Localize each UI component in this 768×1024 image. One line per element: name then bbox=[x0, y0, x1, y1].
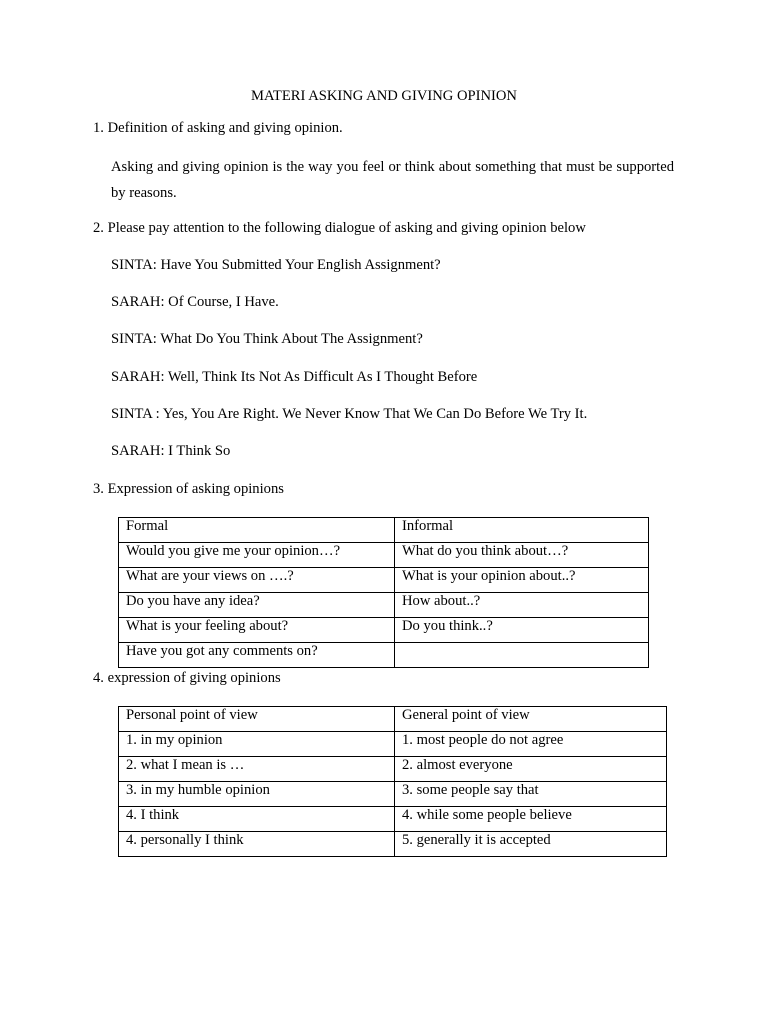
table-cell: 1. in my opinion bbox=[119, 732, 395, 757]
table-cell: What is your opinion about..? bbox=[395, 568, 649, 593]
table-cell: 1. most people do not agree bbox=[395, 732, 667, 757]
asking-opinions-table bbox=[118, 517, 649, 668]
table-row bbox=[119, 832, 667, 857]
dialogue-line: SINTA: Have You Submitted Your English Assignment? bbox=[111, 257, 441, 273]
table-cell: 2. what I mean is … bbox=[119, 757, 395, 782]
table-header-cell: Personal point of view bbox=[119, 707, 395, 732]
table-cell: Do you have any idea? bbox=[119, 593, 395, 618]
table-cell: 4. personally I think bbox=[119, 832, 395, 857]
section-2-heading: 2. Please pay attention to the following dialogue of asking and giving opinion below bbox=[93, 220, 586, 236]
table-row bbox=[119, 732, 667, 757]
table-row bbox=[119, 757, 667, 782]
table-header-cell: General point of view bbox=[395, 707, 667, 732]
table-cell: What do you think about…? bbox=[395, 543, 649, 568]
dialogue-line: SARAH: Well, Think Its Not As Difficult As I Thought Before bbox=[111, 369, 478, 385]
dialogue-line: SARAH: I Think So bbox=[111, 443, 231, 459]
table-cell: 3. in my humble opinion bbox=[119, 782, 395, 807]
dialogue-line: SINTA : Yes, You Are Right. We Never Know That We Can Do Before We Try It. bbox=[111, 406, 588, 422]
table-row bbox=[119, 568, 649, 593]
table-cell: What is your feeling about? bbox=[119, 618, 395, 643]
table-row bbox=[119, 593, 649, 618]
table-cell: Have you got any comments on? bbox=[119, 643, 395, 668]
definition-paragraph: Asking and giving opinion is the way you feel or think about something that must be supported by reasons. bbox=[111, 159, 674, 201]
table-header-row bbox=[119, 518, 649, 543]
table-cell bbox=[395, 643, 649, 668]
table-row bbox=[119, 807, 667, 832]
dialogue-line: SINTA: What Do You Think About The Assignment? bbox=[111, 331, 423, 347]
table-header-row bbox=[119, 707, 667, 732]
table-row bbox=[119, 643, 649, 668]
table-cell: How about..? bbox=[395, 593, 649, 618]
section-1-heading: 1. Definition of asking and giving opinion. bbox=[93, 120, 343, 136]
section-3-heading: 3. Expression of asking opinions bbox=[93, 481, 284, 497]
dialogue-line: SARAH: Of Course, I Have. bbox=[111, 294, 279, 310]
table-cell: Would you give me your opinion…? bbox=[119, 543, 395, 568]
table-row bbox=[119, 618, 649, 643]
giving-opinions-table bbox=[118, 706, 667, 857]
table-cell: Do you think..? bbox=[395, 618, 649, 643]
table-cell: 4. while some people believe bbox=[395, 807, 667, 832]
table-cell: 4. I think bbox=[119, 807, 395, 832]
table-row bbox=[119, 543, 649, 568]
document-title: MATERI ASKING AND GIVING OPINION bbox=[251, 88, 517, 104]
section-4-heading: 4. expression of giving opinions bbox=[93, 670, 281, 686]
table-cell: 3. some people say that bbox=[395, 782, 667, 807]
table-cell: 2. almost everyone bbox=[395, 757, 667, 782]
table-cell: 5. generally it is accepted bbox=[395, 832, 667, 857]
table-row bbox=[119, 782, 667, 807]
table-cell: What are your views on ….? bbox=[119, 568, 395, 593]
table-header-cell: Formal bbox=[119, 518, 395, 543]
table-header-cell: Informal bbox=[395, 518, 649, 543]
